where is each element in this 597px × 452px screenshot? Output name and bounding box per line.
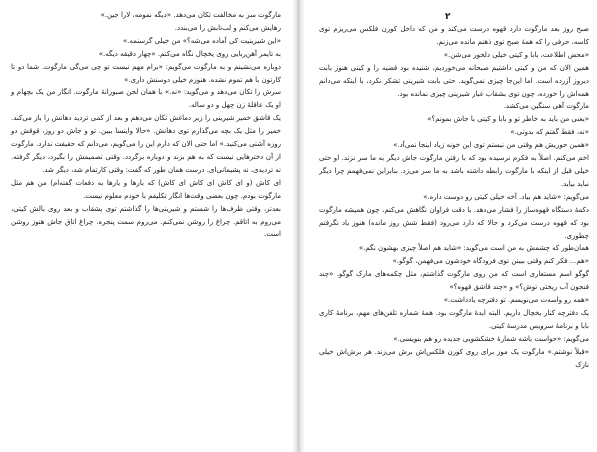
right-page-text xyxy=(319,23,589,371)
book-gutter xyxy=(292,0,305,452)
left-paragraph-7: یک قاشق خمیر شیرینی را زیر دماغش تکان می‌دهم و بعد از کمی تردید دهانش را باز می‌کند. خمیر را مثل یک بچه می‌گذارم توی دهانش. «حالا واینسا ببین. تو و جاش دو روز، قوقش دو روزه آشتی می‌کنید.» اما حتی الان که دارم این را می‌گویم، می‌دانم که حقیقت ندارد. مارگوت از آن دخترهایی نیست که به هم بزند و دوباره برگردد. وقتی تصمیمش را بگیرد، دیگر گرفته. نه تردیدی، نه پشیمانی‌ای. درست همان طور که گفت: وقتی کارتمام شد، دیگر شد. xyxy=(11,114,281,174)
left-paragraph-3: «این شیرینیت کی آماده می‌شه؟» من خیلی گرسنمه.» xyxy=(122,36,281,45)
right-paragraph-3: همین الان که من و کیتی داشتیم صبحانه می‌خوردیم، شنیده بود قضیه را و کیتی هنوز بابت دیروز آزرده است. اما این‌جا چیزی نمی‌گوید. حتی بابت شیرینی تشکر نکرد، با اینکه می‌دانم همه‌اش را خورده، چون توی بشقاب غبار شیرینی چیزی نمانده بود. xyxy=(319,63,589,98)
right-paragraph-9: می‌گویم: «شاید هم بیاد. آخه خیلی کیتی رو دوست داره.» xyxy=(423,192,589,201)
left-page xyxy=(0,0,292,452)
right-paragraph-7: «همین جوریش هم وقتی من نیستم توی این خونه زیاد اینجا نمی‌آد.» xyxy=(393,141,589,150)
left-paragraph-6: سرش را تکان می‌دهد و می‌گوید: «نه.» با همان لحن صبورانهٔ مارگوت. انگار من یک بچهام و او یک عاقلهٔ زن چهل و دو ساله. xyxy=(11,88,281,110)
left-page-text xyxy=(11,9,281,241)
right-paragraph-6: «نه، فقط گفتم که بدونی.» xyxy=(510,128,589,137)
right-paragraph-17: «قبلاً نوشتم.» مارگوت یک موز برای روی کورن فلکس‌اش برش می‌زند. هر برش‌اش خیلی نازک xyxy=(319,347,589,369)
right-paragraph-15: یک دفترچه کنار یخچال داریم. البته ایدهٔ مارگوت بود. همهٔ شماره تلفن‌های مهم، برنامهٔ کاری بابا و برنامهٔ سرویس مدرسهٔ کیتی. xyxy=(319,308,589,330)
right-paragraph-8: اخم می‌کنم. اصلاً به فکرم نرسیده بود که با رفتن مارگوت جاش دیگر به ما سر نزند. او حتی خیلی قبل از اینکه با مارگوت رابطه داشته باشد به ما سر می‌زد. بنابراین نمی‌فهمم چرا دیگر نباید بیاید. xyxy=(319,154,589,188)
right-paragraph-10: دکمهٔ دستگاه قهوه‌ساز را فشار می‌دهد. با دقت فراوان نگاهش می‌کنم، چون همیشه مارگوت بود که قهوه درست می‌کرد و حالا که دارد می‌رود (فقط شش روز مانده) هنوز یاد نگرفتم چطوری. xyxy=(319,205,589,240)
left-paragraph-4: به تایمر آهن‌ربایی روی یخچال نگاه می‌کنم. «چهار دقیقه دیگه.» xyxy=(98,49,281,58)
right-paragraph-11: همان‌طور که چشمش به من است می‌گوید: «شاید هم اصلاً چیزی بهشون نگم.» xyxy=(358,244,589,253)
left-paragraph-9: بعدتر، وقتی ظرف‌ها را شستم و شیرینی‌ها را گذاشتم توی بشقاب و بعد روی بالش کیتی، می‌روم به اتاقم. چراغ را روشن نمی‌کنم. می‌روم سمت پنجره. چراغ اتاق جاش هنوز روشن است. xyxy=(11,204,281,239)
right-paragraph-5: «یعنی من باید به خاطر تو و بابا و کیتی با جاش بمونم؟» xyxy=(427,115,589,124)
right-paragraph-13: گوگو اسم مستعاری است که من روی مارگوت گذاشتم، مثل چکمه‌های مارک گوگو. «چند فنجون آب ریختی توش؟» و «چند قاشق قهوه؟» xyxy=(319,270,589,292)
right-paragraph-2: «محض اطلاعت، بابا و کیتی خیلی دلخور می‌شن.» xyxy=(443,50,589,59)
left-paragraph-2: رهایش می‌کنم و لب‌تابش را می‌بندد. xyxy=(174,23,281,32)
left-paragraph-1: مارگوت سر به مخالفت تکان می‌دهد. «دیگه نمومه، لارا جین.» xyxy=(100,11,281,19)
right-paragraph-12: «هم... فکر کنم وقتی ببینن توی فرودگاه خودشون می‌فهمن، گوگو.» xyxy=(392,257,589,266)
right-paragraph-14: «همه رو واسه‌ت می‌نویسم. تو دفترچه یادداشت.» xyxy=(443,296,589,305)
left-paragraph-8: ای کاش (و ای کاش ای کاش ای کاش) که بارها و بارها به دفعات گفته‌ام) من هم مثل مارگوت بودم. چون بعضی وقت‌ها انگار تکلیفم با خودم معلوم نیست. xyxy=(11,178,281,200)
right-paragraph-1: صبح روز بعد مارگوت دارد قهوه درست می‌کند و من که داخل کورن فلکس می‌ریزم توی کاسه، حرفی را که همهٔ صبح توی ذهنم مانده می‌زنم. xyxy=(319,25,589,46)
page-number: ۲ xyxy=(445,12,451,22)
left-paragraph-5: دوباره می‌نشینم و به مارگوت می‌گویم: «برام مهم نیست تو چی می‌گی مارگوت. شما دو تا کارتون با هم تموم نشده. هنوزم خیلی دوستش داری.» xyxy=(11,62,281,84)
right-paragraph-4: مارگوت آهی سنگین می‌کشد. xyxy=(503,102,589,111)
right-page xyxy=(305,0,597,452)
right-paragraph-16: می‌گویم: «حواست باشه شمارهٔ خشکشویی جدیده رو هم بنویسی.» xyxy=(393,334,589,343)
